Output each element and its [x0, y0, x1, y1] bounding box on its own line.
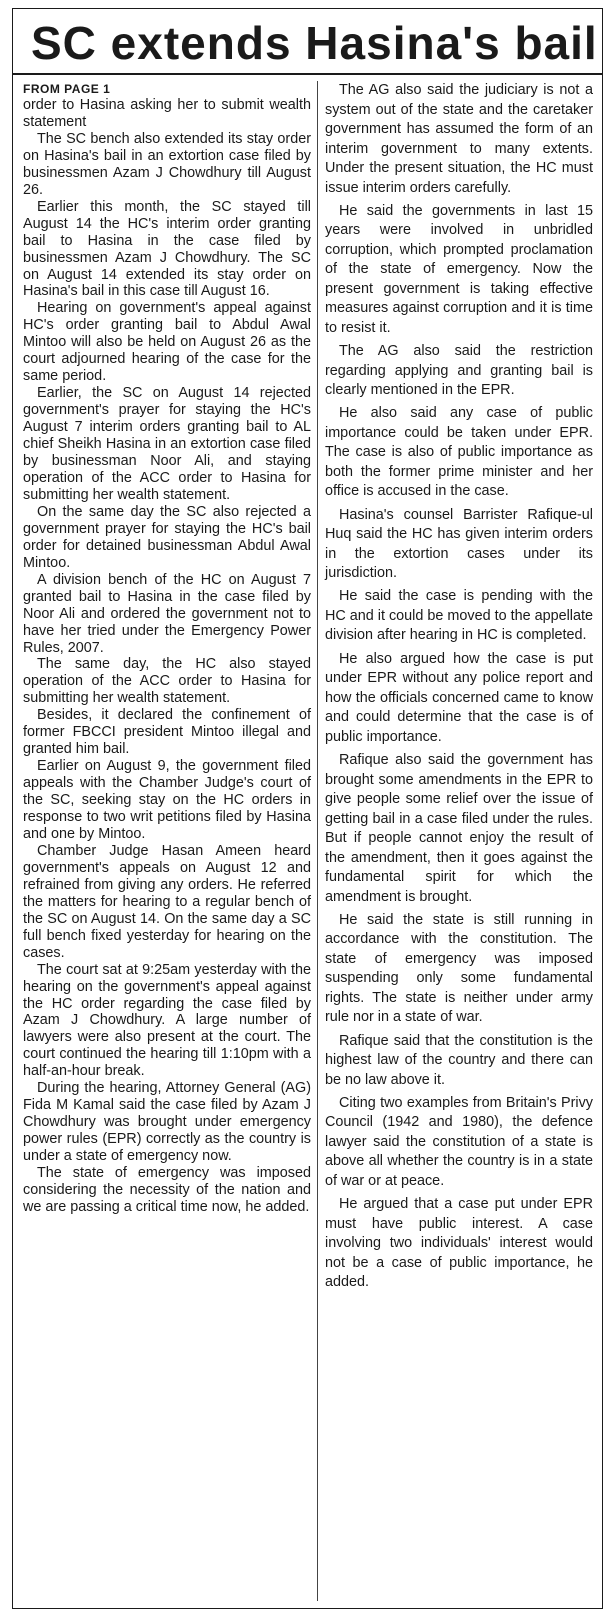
paragraph: Hasina's counsel Barrister Rafique-ul Huq said the HC has given interim orders in the extortion cases under its jurisdiction. [325, 506, 593, 582]
paragraph: A division bench of the HC on August 7 granted bail to Hasina in the case filed by Noor Ali and ordered the government not to have her tried under the Emergency Power Rules, 2007. [23, 571, 311, 656]
jump-line: FROM PAGE 1 [23, 82, 111, 96]
paragraph: Hearing on government's appeal against HC's order granting bail to Abdul Awal Mintoo will also be held on August 26 as the court adjourned hearing of the case for the same period. [23, 300, 311, 385]
paragraph: The AG also said the judiciary is not a system out of the state and the caretaker government has assumed the form of an interim government to many extents. Under the present situation, the HC must issue interim orders carefully. [325, 82, 593, 196]
paragraph: He said the governments in last 15 years were involved in unbridled corruption, which prompted proclamation of the state of emergency. Now the present government is taking effective measures against corruption and it is time to resist it. [325, 202, 593, 336]
paragraph: Citing two examples from Britain's Privy Council (1942 and 1980), the defence lawyer said the constitution of a state is above all whether the country is in a state of war or at peace. [325, 1094, 593, 1189]
paragraph: order to Hasina asking her to submit wealth statement [23, 97, 311, 130]
column-divider [317, 81, 318, 1601]
article-column-right [325, 81, 593, 1297]
newspaper-clipping [12, 8, 603, 1609]
paragraph: On the same day the SC also rejected a government prayer for staying the HC's bail order for detained businessman Abdul Awal Mintoo. [23, 503, 311, 571]
paragraph: He said the state is still running in accordance with the constitution. The state of emergency was imposed suspending only some fundamental rights. The state is neither under army rule nor in a state of war. [325, 911, 593, 1026]
paragraph: Rafique also said the government has brought some amendments in the EPR to give people some relief over the issue of getting bail in a case filed under the rules. But if people cannot enjoy the result of the amendment, then it goes against the fundamental spirit for which the amendment is brought. [325, 752, 593, 905]
paragraph: The same day, the HC also stayed operation of the ACC order to Hasina for submitting her wealth statement. [23, 656, 311, 707]
paragraph: Rafique said that the constitution is the highest law of the country and there can be no law above it. [325, 1032, 593, 1088]
paragraph: He argued that a case put under EPR must have public interest. A case involving two individuals' interest would not be a case of public importance, he added. [325, 1196, 593, 1291]
paragraph: He also said any case of public importance could be taken under EPR. The case is also of public importance as both the former prime minister and her office is accused in the case. [325, 405, 593, 500]
paragraph: Earlier, the SC on August 14 rejected government's prayer for staying the HC's August 7 interim orders granting bail to AL chief Sheikh Hasina in an extortion case filed by businessman Noor Ali, and staying operation of the ACC order to Hasina for submitting her wealth statement. [23, 385, 311, 503]
headline: SC extends Hasina's bail [31, 17, 598, 69]
paragraph: Besides, it declared the confinement of former FBCCI president Mintoo illegal and granted him bail. [23, 707, 311, 758]
paragraph: During the hearing, Attorney General (AG) Fida M Kamal said the case filed by Azam J Chowdhury was brought under emergency power rules (EPR) correctly as the country is under a state of emergency now. [23, 1080, 311, 1165]
paragraph: Earlier this month, the SC stayed till August 14 the HC's interim order granting bail to Hasina in the case filed by businessmen Azam J Chowdhury. The SC on August 14 extended its stay order on Hasina's bail in this case till August 16. [23, 198, 311, 300]
paragraph: Chamber Judge Hasan Ameen heard government's appeals on August 12 and refrained from giving any orders. He referred the matters for hearing to a regular bench of the SC on August 14. On the same day a SC full bench fixed yesterday for hearing on the cases. [23, 842, 311, 961]
paragraph: The SC bench also extended its stay order on Hasina's bail in an extortion case filed by businessmen Azam J Chowdhury till August 26. [23, 130, 311, 198]
paragraph: The state of emergency was imposed considering the necessity of the nation and we are passing a critical time now, he added. [23, 1165, 311, 1215]
headline-rule [13, 73, 602, 75]
article-column-left [23, 81, 311, 1216]
paragraph: The court sat at 9:25am yesterday with the hearing on the government's appeal against the HC order regarding the case filed by Azam J Chowdhury. A large number of lawyers were also present at the court. The court continued the hearing till 1:10pm with a half-an-hour break. [23, 961, 311, 1080]
paragraph: The AG also said the restriction regarding applying and granting bail is clearly mentioned in the EPR. [325, 343, 593, 399]
paragraph: Earlier on August 9, the government filed appeals with the Chamber Judge's court of the SC, seeking stay on the HC orders in response to two writ petitions filed by Hasina and one by Mintoo. [23, 758, 311, 842]
paragraph: He also argued how the case is put under EPR without any police report and how the officials concerned came to know and could determine that the case is of public importance. [325, 650, 593, 745]
paragraph: He said the case is pending with the HC and it could be moved to the appellate division after hearing in HC is completed. [325, 588, 593, 644]
